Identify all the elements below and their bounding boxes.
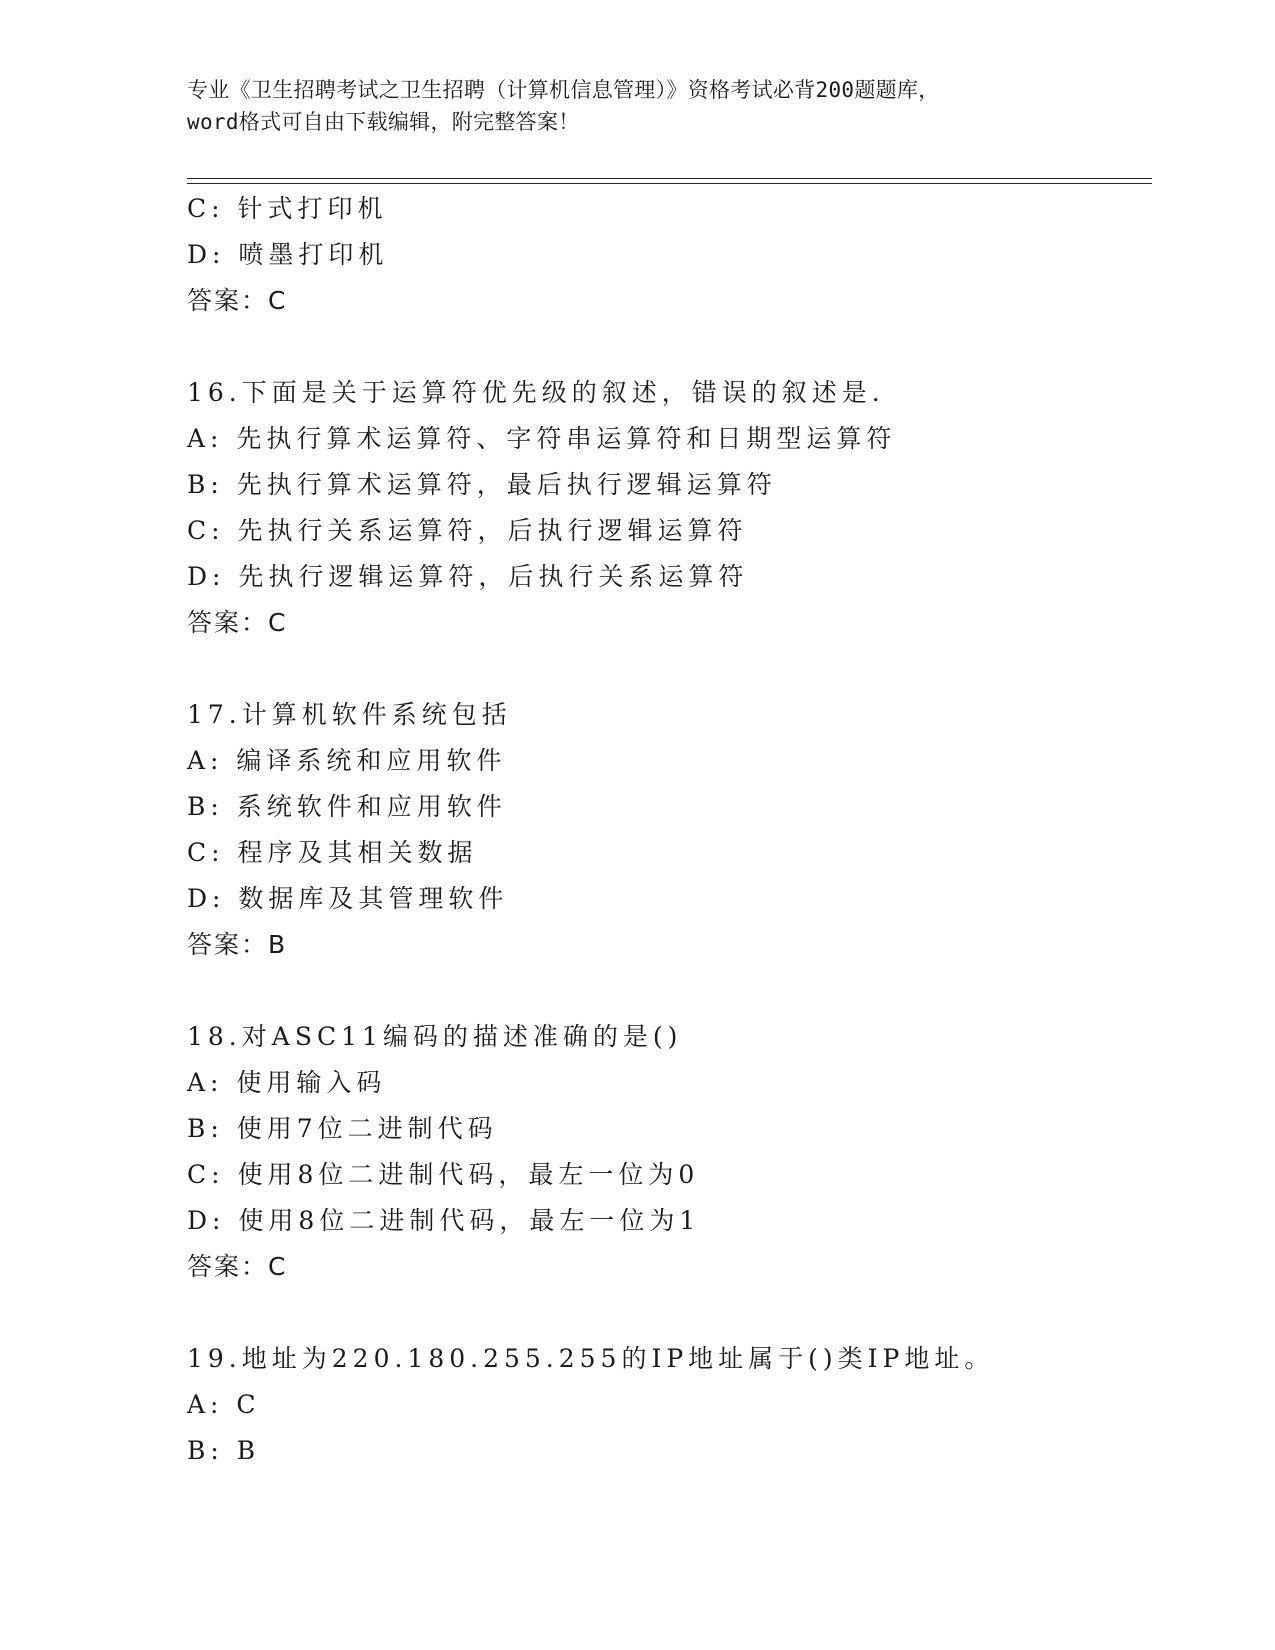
header-line-2: word格式可自由下载编辑，附完整答案！ [187, 110, 580, 134]
question-stem: 19.地址为220.180.255.255的IP地址属于()类IP地址。 [187, 1344, 995, 1373]
question-stem: 18.对ASC11编码的描述准确的是() [187, 1022, 683, 1051]
option-b: B: 系统软件和应用软件 [187, 792, 507, 821]
option-c: C: 程序及其相关数据 [187, 838, 478, 867]
spacer [187, 1290, 1152, 1336]
question-18 [187, 1014, 1152, 1290]
option-d: D: 使用8位二进制代码，最左一位为1 [187, 1206, 701, 1235]
option-b: B: B [187, 1436, 261, 1465]
answer-line: 答案：B [187, 930, 288, 959]
option-d: D: 先执行逻辑运算符，后执行关系运算符 [187, 562, 749, 591]
option-c: C: 针式打印机 [187, 194, 388, 223]
answer-line: 答案：C [187, 608, 288, 637]
spacer [187, 324, 1152, 370]
spacer [187, 968, 1152, 1014]
question-stem: 17.计算机软件系统包括 [187, 700, 512, 729]
question-16 [187, 370, 1152, 646]
header-line-1: 专业《卫生招聘考试之卫生招聘（计算机信息管理）》资格考试必背200题题库， [187, 78, 940, 102]
option-c: C: 先执行关系运算符，后执行逻辑运算符 [187, 516, 748, 545]
spacer [187, 646, 1152, 692]
option-a: A: 使用输入码 [187, 1068, 387, 1097]
answer-line: 答案：C [187, 286, 288, 315]
question-17 [187, 692, 1152, 968]
question-19 [187, 1336, 1152, 1474]
option-b: B: 使用7位二进制代码 [187, 1114, 498, 1143]
option-a: A: C [187, 1390, 261, 1419]
document-header [187, 74, 1087, 138]
option-d: D: 数据库及其管理软件 [187, 884, 509, 913]
question-stem: 16.下面是关于运算符优先级的叙述，错误的叙述是. [187, 378, 885, 407]
question-list [187, 186, 1152, 1474]
question-15-tail [187, 186, 1152, 324]
option-a: A: 编译系统和应用软件 [187, 746, 507, 775]
option-a: A: 先执行算术运算符、字符串运算符和日期型运算符 [187, 424, 897, 453]
header-divider-top [187, 178, 1152, 179]
option-b: B: 先执行算术运算符，最后执行逻辑运算符 [187, 470, 777, 499]
option-d: D: 喷墨打印机 [187, 240, 389, 269]
answer-line: 答案：C [187, 1252, 288, 1281]
header-divider-bottom [187, 183, 1152, 184]
option-c: C: 使用8位二进制代码，最左一位为0 [187, 1160, 700, 1189]
